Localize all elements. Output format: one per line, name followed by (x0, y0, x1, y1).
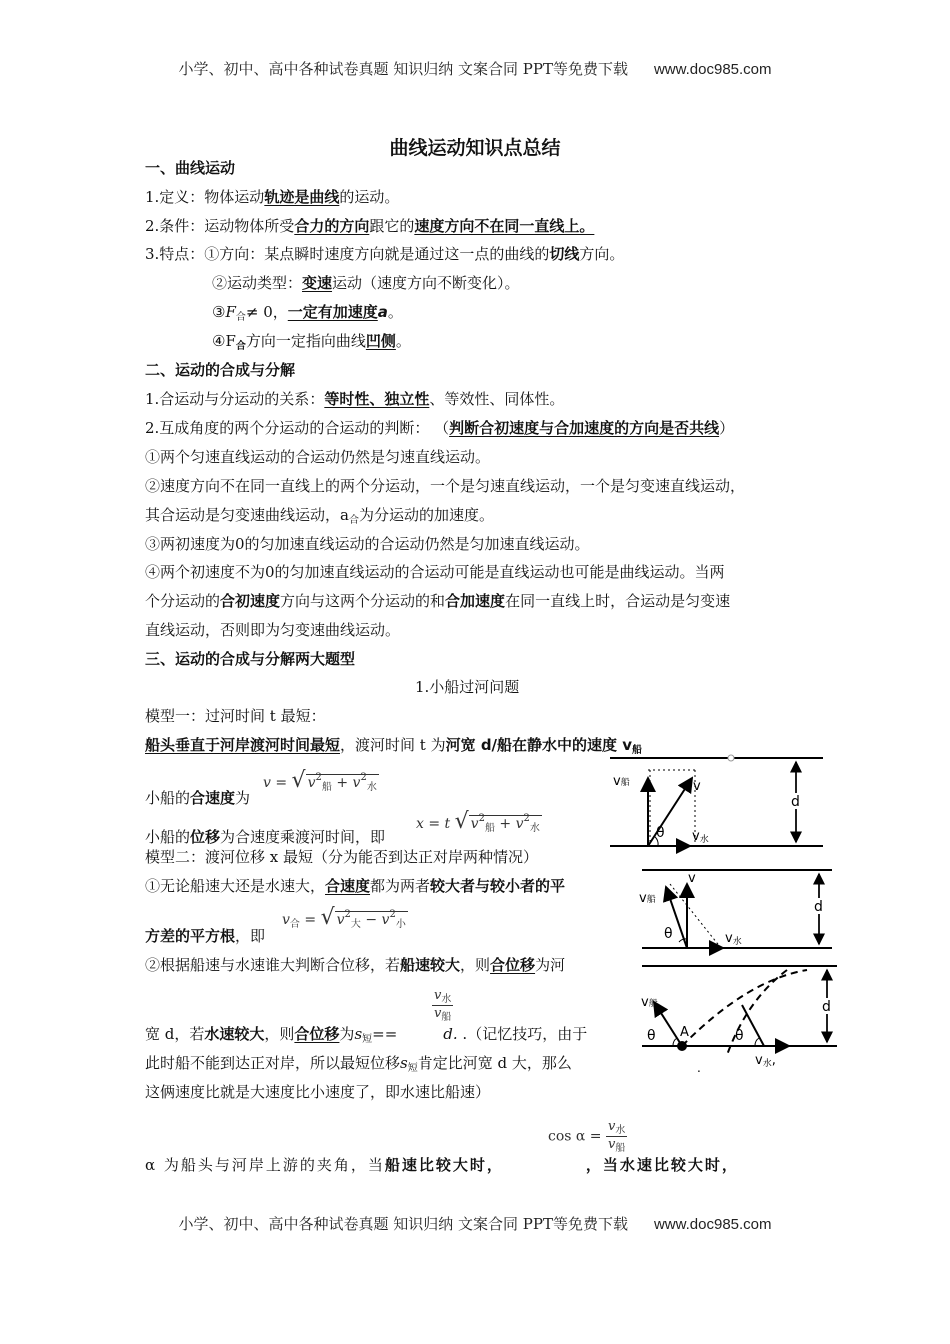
marker-dot (728, 755, 734, 761)
point-2a: ②速度方向不在同一直线上的两个分运动，一个是匀速直线运动，一个是匀变速直线运动， (145, 477, 746, 495)
diagram-min-time (605, 750, 830, 855)
label-vwater: v水 (692, 829, 709, 845)
vboat-arrow-2 (742, 1005, 764, 1046)
definition-line: 1.定义：物体运动轨迹是曲线的运动。 (145, 188, 400, 206)
label-theta-1: θ (647, 1028, 656, 1044)
banner-site-link[interactable]: www.doc985.com (653, 61, 772, 78)
label-v: v (693, 779, 701, 794)
angle-arc-1 (673, 1038, 677, 1046)
label-d: d (814, 899, 823, 915)
point-1: ①两个匀速直线运动的合运动仍然是匀速直线运动。 (145, 448, 491, 466)
label-v: v (688, 871, 696, 886)
subsection-title: 1.小船过河问题 (415, 678, 520, 696)
label-theta: θ (664, 926, 673, 942)
label-vboat: v船 (639, 891, 656, 906)
guide-diag (670, 884, 721, 948)
model-2-p5: 这俩速度比就是大速度比小速度了，即水速比船速） (145, 1083, 491, 1101)
section-3-heading: 三、运动的合成与分解两大题型 (145, 650, 356, 668)
model-1-rule: 船头垂直于河岸渡河时间最短，渡河时间 t 为河宽 d/船在静水中的速度 $v_船$ (145, 736, 643, 756)
model-2-p3: 宽 d，若水速较大，则合位移为$s_短== d$. .（记忆技巧，由于 (145, 1025, 588, 1045)
footer-banner (0, 1213, 950, 1234)
judge-line: 2.互成角度的两个分运动的合运动的判断： （判断合初速度与合加速度的方向是否共线） (145, 419, 735, 437)
angle-arc-2 (755, 1038, 759, 1046)
model-2-line: 模型二：渡河位移 x 最短（分为能否到达正对岸两种情况） (145, 848, 538, 866)
formula-x: x = t √ $v^2_船 + v^2_水$ (416, 809, 540, 834)
condition-line: 2.条件：运动物体所受合力的方向跟它的速度方向不在同一直线上。 (145, 217, 595, 235)
header-banner (0, 58, 950, 79)
fraction-upper: $\frac{v_水}{v_船}$ (434, 988, 452, 1023)
model-2-p1: ①无论船速大还是水速大，合速度都为两者较大者与较小者的平 (145, 877, 566, 895)
displacement-line: 小船的位移为合速度乘渡河时间，即 (145, 828, 386, 846)
label-vboat: v船 (641, 995, 658, 1010)
motion-type-line: ②运动类型：变速运动（速度方向不断变化）。 (212, 274, 520, 292)
formula-cos: cos α = $\frac{v_水}{v_船}$ (548, 1119, 626, 1154)
point-4b: 个分运动的合初速度方向与这两个分运动的和合加速度在同一直线上时，合运动是匀变速 (145, 592, 731, 610)
model-2-p2: ②根据船速与水速谁大判断合位移，若船速较大，则合位移为河 (145, 956, 566, 974)
formula-v: v = √ $v^2_船 + v^2_水$ (263, 768, 377, 793)
feature-line: 3.特点：①方向：某点瞬时速度方向就是通过这一点的曲线的切线方向。 (145, 245, 625, 263)
banner-text: 小学、初中、高中各种试卷真题 知识归纳 文案合同 PPT等免费下载 (178, 60, 628, 78)
point-3: ③两初速度为0的匀加速直线运动的合运动仍然是匀加速直线运动。 (145, 535, 590, 553)
diagram-min-displacement-2 (637, 960, 842, 1075)
resultant-velocity-line: 小船的合速度为 (145, 789, 251, 807)
model-2-p1b: 方差的平方根，即 (145, 927, 266, 945)
force-direction-line: $④F_合$方向一定指向曲线凹侧。 (212, 332, 411, 352)
label-vwater: v水, (755, 1053, 776, 1069)
model-1-line: 模型一：过河时间 t 最短： (145, 707, 326, 725)
label-d: d (791, 794, 800, 810)
point-2b: 其合运动是匀变速曲线运动，$a_合$为分运动的加速度。 (145, 506, 494, 526)
point-4c: 直线运动，否则即为匀变速曲线运动。 (145, 621, 401, 639)
label-A: A (680, 1025, 689, 1040)
relation-line: 1.合运动与分运动的关系：等时性、独立性、等效性、同体性。 (145, 390, 565, 408)
label-vboat: v船 (613, 774, 630, 789)
model-2-p4: 此时船不能到达正对岸，所以最短位移$s_短$肯定比河宽 d 大，那么 (145, 1054, 572, 1074)
banner-site-link[interactable]: www.doc985.com (653, 1216, 772, 1233)
label-d: d (822, 999, 831, 1015)
section-1-heading: 一、曲线运动 (145, 159, 236, 177)
label-theta: θ (656, 825, 665, 841)
diagram-min-displacement-1 (637, 862, 837, 957)
formula-vhe: $v_合$ = √ $v^2_大 - v^2_小$ (282, 905, 406, 930)
label-dot: . (697, 1061, 701, 1075)
point-4a: ④两个初速度不为0的匀加速直线运动的合运动可能是直线运动也可能是曲线运动。当两 (145, 563, 725, 581)
v-arrow (648, 778, 692, 846)
vboat-arrow-A (654, 1002, 682, 1046)
net-force-line: $③F_合\ne 0$，一定有加速度a。 (212, 303, 403, 323)
section-2-heading: 二、运动的合成与分解 (145, 361, 296, 379)
banner-text: 小学、初中、高中各种试卷真题 知识归纳 文案合同 PPT等免费下载 (178, 1215, 628, 1233)
label-theta-2: θ (735, 1028, 744, 1044)
label-vwater: v水 (725, 931, 742, 947)
alpha-line: α 为船头与河岸上游的夹角，当船速比较大时， ，当水速比较大时， (145, 1156, 739, 1174)
page-title: 曲线运动知识点总结 (389, 137, 561, 159)
